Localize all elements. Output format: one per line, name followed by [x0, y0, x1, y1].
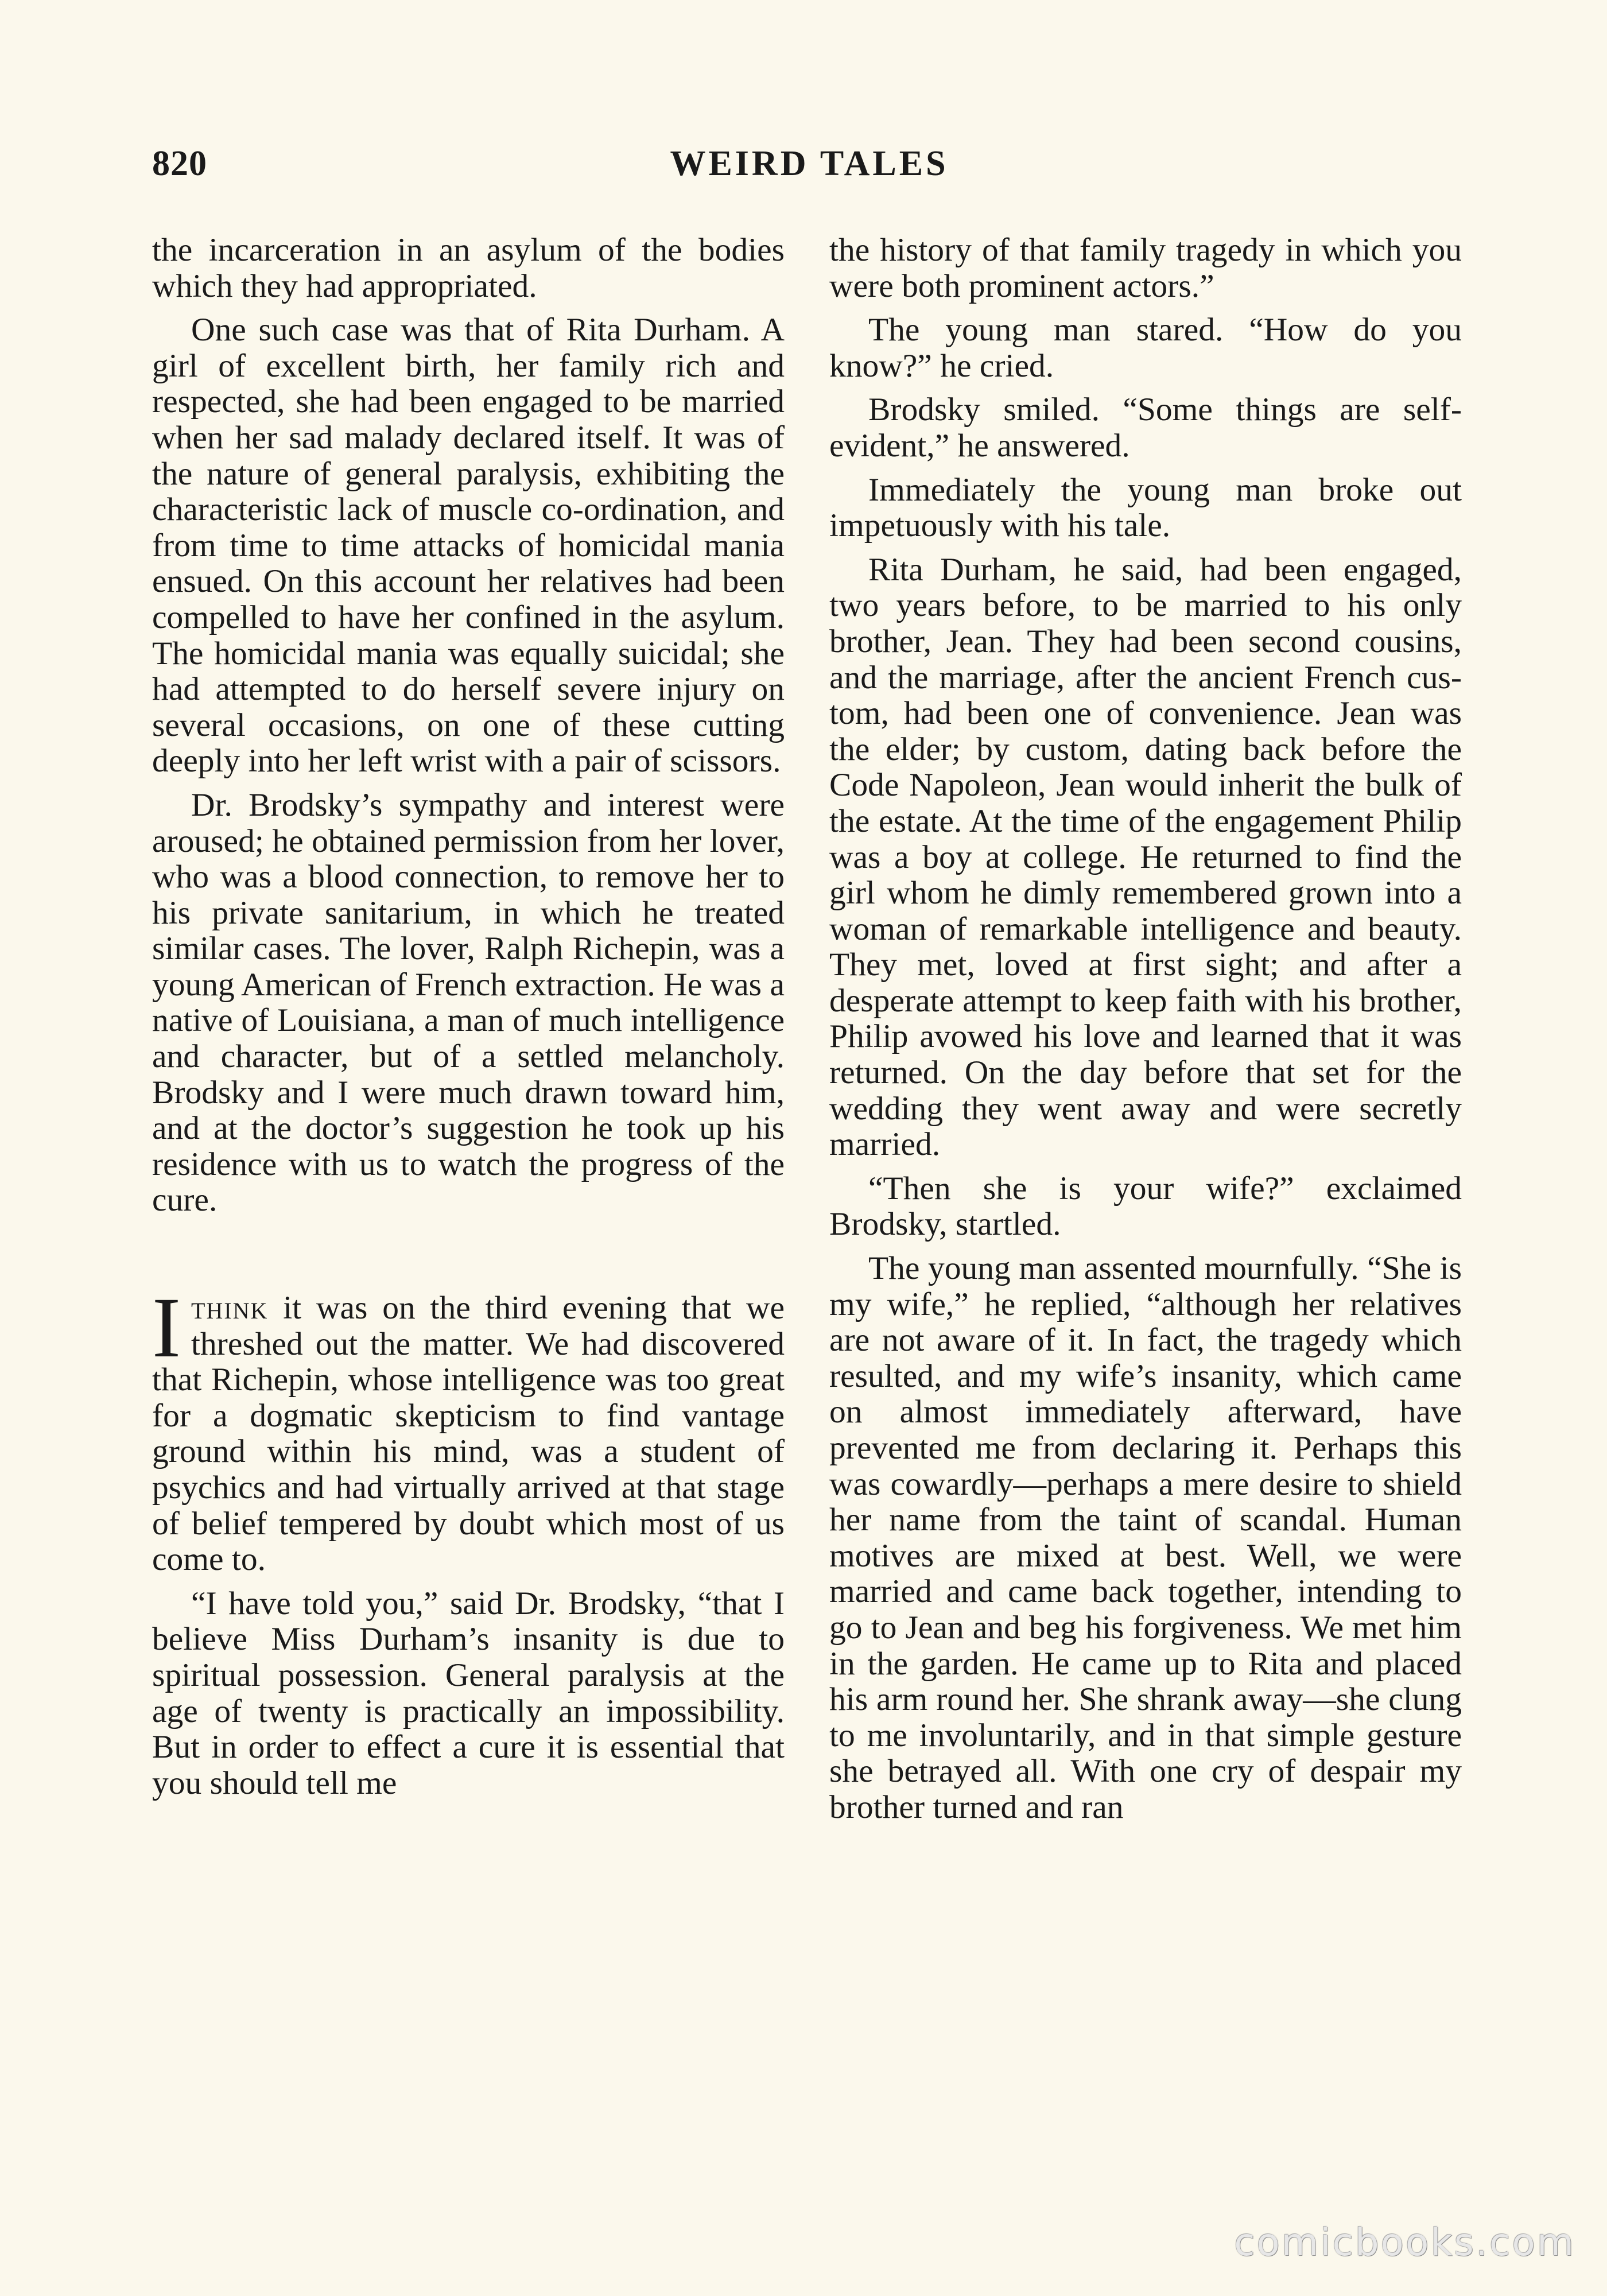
paragraph: the incarceration in an asylum of the bodies which they had appropriated. — [152, 232, 785, 304]
paragraph: “I have told you,” said Dr. Brodsky, “that I believe Miss Durham’s insanity is due to spiritual possession. General paralysis at the age of twenty is practically an impossibility. But in order to effect a cure it is essential that you should tell me — [152, 1585, 785, 1801]
paragraph: Dr. Brodsky’s sympathy and interest were aroused; he obtained permission from her lover, who was a blood connection, to remove her to his private sanitarium, in which he treated similar cases. The lover, Ralph Richepin, was a young American of French extraction. He was a native of Louisiana, a man of much intelligence and character, but of a settled melancholy. Brodsky and I were much drawn toward him, and at the doctor’s suggestion he took up his residence with us to watch the progress of the cure. — [152, 786, 785, 1219]
page-number: 820 — [152, 144, 207, 183]
paragraph: Immediately the young man broke out impetuously with his tale. — [829, 471, 1462, 544]
running-title: WEIRD TALES — [670, 144, 949, 183]
paragraph-text: it was on the third evening that we threshed out the matter. We had discovered that Richepin, whose intelligence was too great for a dogmatic skepticism to find vantage ground within his mind, was a student of psychics and had virtually arrived at that stage of belief tempered by doubt which most of us come to. — [152, 1290, 785, 1578]
right-column — [829, 232, 1462, 1834]
paragraph: The young man assented mournfully. “She is my wife,” he replied, “although her relatives are not aware of it. In fact, the tragedy which resulted, and my wife’s insanity, which came on almost immediately afterward, have prevented me from declaring it. Perhaps this was cowardly—perhaps a mere desire to shield her name from the taint of scandal. Human motives are mixed at best. Well, we were married and came back together, intending to go to Jean and beg his forgiveness. We met him in the garden. He came up to Rita and placed his arm round her. She shrank away—she clung to me involuntarily, and in that simple gesture she betrayed all. With one cry of despair my brother turned and ran — [829, 1250, 1462, 1825]
paragraph: Brodsky smiled. “Some things are self-evident,” he answered. — [829, 391, 1462, 464]
small-caps-lead: think — [191, 1290, 269, 1327]
left-column — [152, 232, 785, 1809]
section-start-paragraph — [152, 1280, 785, 1578]
paragraph: Rita Durham, he said, had been engaged, two years before, to be married to his only brother, Jean. They had been second cousins, and the marriage, after the ancient French custom, had been one of convenience. Jean was the elder; by custom, dating back before the Code Napoleon, Jean would inherit the bulk of the estate. At the time of the engagement Philip was a boy at college. He returned to find the girl whom he dimly remembered grown into a woman of remarkable intelligence and beauty. They met, loved at first sight; and after a desperate attempt to keep faith with his brother, Philip avowed his love and learned that it was returned. On the day before that set for the wedding they went away and were secretly married. — [829, 551, 1462, 1163]
site-watermark: comicbooks.com — [1234, 2220, 1575, 2264]
paragraph: “Then she is your wife?” exclaimed Brodsky, startled. — [829, 1170, 1462, 1243]
drop-cap: I — [152, 1280, 181, 1376]
paragraph: One such case was that of Rita Durham. A girl of excellent birth, her family rich and respected, she had been engaged to be married when her sad malady declared itself. It was of the nature of general paralysis, exhibiting the characteristic lack of muscle co-ordination, and from time to time attacks of homicidal mania ensued. On this account her relatives had been compelled to have her confined in the asylum. The homicidal mania was equally suicidal; she had attempted to do herself severe injury on several occasions, on one of these cutting deeply into her left wrist with a pair of scissors. — [152, 312, 785, 779]
paragraph: The young man stared. “How do you know?” he cried. — [829, 312, 1462, 384]
page-header — [152, 144, 1466, 189]
paragraph: the history of that family tragedy in which you were both prominent actors.” — [829, 232, 1462, 304]
